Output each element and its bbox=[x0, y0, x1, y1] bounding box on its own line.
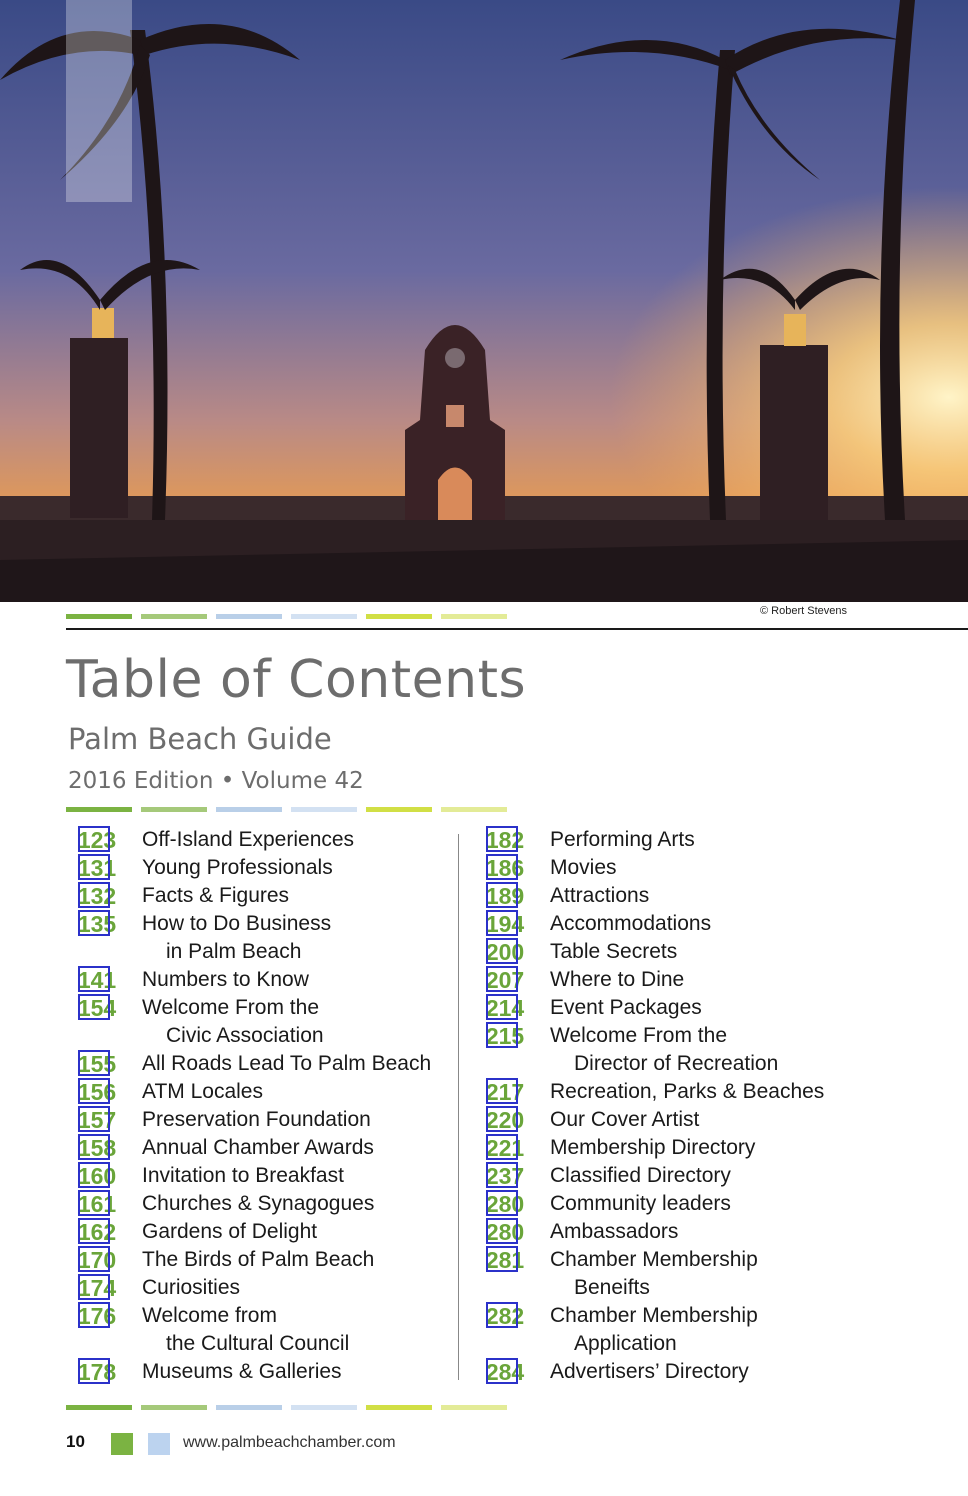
stripe-segment bbox=[366, 614, 432, 619]
stripe-segment bbox=[216, 807, 282, 812]
toc-entry-title: Advertisers’ Directory bbox=[550, 1360, 749, 1383]
highlight-box bbox=[78, 1190, 110, 1216]
toc-entry-title: Ambassadors bbox=[550, 1220, 679, 1243]
highlight-box bbox=[78, 994, 110, 1020]
toc-entry-title: Welcome From the bbox=[142, 996, 319, 1019]
toc-page-number: 284 bbox=[485, 1359, 525, 1385]
highlight-box bbox=[486, 1162, 518, 1188]
toc-page-number: 220 bbox=[485, 1107, 525, 1133]
toc-page-number: 161 bbox=[77, 1191, 117, 1217]
highlight-box bbox=[486, 1218, 518, 1244]
toc-page-number: 280 bbox=[485, 1219, 525, 1245]
highlight-box bbox=[78, 1078, 110, 1104]
toc-page-number: 281 bbox=[485, 1247, 525, 1273]
toc-entry-title: Welcome From the bbox=[550, 1024, 727, 1047]
toc-entry-title: Classified Directory bbox=[550, 1164, 731, 1187]
stripe-segment bbox=[66, 614, 132, 619]
highlight-box bbox=[486, 938, 518, 964]
toc-page-number: 141 bbox=[77, 967, 117, 993]
decorative-stripes-bottom bbox=[66, 1405, 507, 1410]
highlight-box bbox=[78, 1162, 110, 1188]
highlight-box bbox=[78, 1358, 110, 1384]
toc-entry-title: Event Packages bbox=[550, 996, 702, 1019]
page-number: 10 bbox=[66, 1432, 85, 1451]
toc-entry-title: Museums & Galleries bbox=[142, 1360, 342, 1383]
toc-page-number: 194 bbox=[485, 911, 525, 937]
toc-entry-title: Community leaders bbox=[550, 1192, 731, 1215]
toc-page-number: 214 bbox=[485, 995, 525, 1021]
photo-credit: © Robert Stevens bbox=[760, 605, 847, 617]
toc-page-number: 221 bbox=[485, 1135, 525, 1161]
highlight-box bbox=[486, 1302, 518, 1328]
toc-page-number: 131 bbox=[77, 855, 117, 881]
toc-page-number: 132 bbox=[77, 883, 117, 909]
green-square-icon bbox=[111, 1433, 133, 1455]
stripe-segment bbox=[216, 1405, 282, 1410]
toc-entry-title: Gardens of Delight bbox=[142, 1220, 318, 1243]
toc-page-number: 155 bbox=[77, 1051, 117, 1077]
toc-entry-title: Invitation to Breakfast bbox=[142, 1164, 344, 1187]
stripe-segment bbox=[291, 807, 357, 812]
highlight-box bbox=[486, 1106, 518, 1132]
toc-page-number: 182 bbox=[485, 827, 525, 853]
toc-page-number: 280 bbox=[485, 1191, 525, 1217]
toc-page-number: 176 bbox=[77, 1303, 117, 1329]
highlight-box bbox=[486, 994, 518, 1020]
toc-entry-title: Recreation, Parks & Beaches bbox=[550, 1080, 825, 1103]
stripe-segment bbox=[141, 614, 207, 619]
toc-entry-title: Where to Dine bbox=[550, 968, 685, 991]
stripe-segment bbox=[291, 1405, 357, 1410]
highlight-box bbox=[78, 966, 110, 992]
highlight-box bbox=[78, 1274, 110, 1300]
highlight-box bbox=[486, 882, 518, 908]
toc-page-number: 237 bbox=[485, 1163, 525, 1189]
sunset-clock-tower-illustration bbox=[0, 0, 968, 602]
highlight-box bbox=[486, 854, 518, 880]
highlight-box bbox=[486, 1078, 518, 1104]
highlight-box bbox=[78, 1134, 110, 1160]
decorative-stripes-middle bbox=[66, 807, 507, 812]
toc-entry-title: Director of Recreation bbox=[574, 1052, 779, 1075]
toc-page-number: 170 bbox=[77, 1247, 117, 1273]
toc-entry-title: the Cultural Council bbox=[166, 1332, 350, 1355]
highlight-box bbox=[78, 1302, 110, 1328]
toc-entry-title: Young Professionals bbox=[142, 856, 333, 879]
blue-square-icon bbox=[148, 1433, 170, 1455]
toc-page-number: 186 bbox=[485, 855, 525, 881]
toc-entry-title: Application bbox=[574, 1332, 677, 1355]
toc-entry-title: in Palm Beach bbox=[166, 940, 302, 963]
toc-entry-title: All Roads Lead To Palm Beach bbox=[142, 1052, 432, 1075]
highlight-box bbox=[78, 910, 110, 936]
toc-page-number: 158 bbox=[77, 1135, 117, 1161]
toc-page-number: 178 bbox=[77, 1359, 117, 1385]
toc-entry-title: Churches & Synagogues bbox=[142, 1192, 375, 1215]
toc-entry-title: Off-Island Experiences bbox=[142, 828, 355, 851]
toc-page-number: 215 bbox=[485, 1023, 525, 1049]
toc-entry-title: Curiosities bbox=[142, 1276, 241, 1299]
toc-page-number: 157 bbox=[77, 1107, 117, 1133]
highlight-box bbox=[78, 826, 110, 852]
stripe-segment bbox=[366, 807, 432, 812]
toc-page-number: 207 bbox=[485, 967, 525, 993]
highlight-box bbox=[78, 1218, 110, 1244]
stripe-segment bbox=[66, 1405, 132, 1410]
toc-entry-title: Our Cover Artist bbox=[550, 1108, 700, 1131]
toc-page-number: 282 bbox=[485, 1303, 525, 1329]
toc-entry-title: The Birds of Palm Beach bbox=[142, 1248, 375, 1271]
stripe-segment bbox=[141, 1405, 207, 1410]
highlight-box bbox=[486, 966, 518, 992]
highlight-box bbox=[78, 1106, 110, 1132]
toc-entry-title: Beneifts bbox=[574, 1276, 650, 1299]
stripe-segment bbox=[141, 807, 207, 812]
stripe-segment bbox=[291, 614, 357, 619]
stripe-segment bbox=[216, 614, 282, 619]
toc-page-number: 162 bbox=[77, 1219, 117, 1245]
toc-entry-title: Preservation Foundation bbox=[142, 1108, 371, 1131]
stripe-segment bbox=[366, 1405, 432, 1410]
stripe-segment bbox=[66, 807, 132, 812]
toc-entry-title: Attractions bbox=[550, 884, 650, 907]
toc-page-number: 154 bbox=[77, 995, 117, 1021]
highlight-box bbox=[78, 854, 110, 880]
toc-page-number: 174 bbox=[77, 1275, 117, 1301]
highlight-box bbox=[486, 826, 518, 852]
divider-line bbox=[66, 628, 968, 630]
page-subtitle: Palm Beach Guide bbox=[68, 722, 332, 756]
toc-page-number: 217 bbox=[485, 1079, 525, 1105]
toc-page-number: 135 bbox=[77, 911, 117, 937]
highlight-box bbox=[486, 1134, 518, 1160]
stripe-segment bbox=[441, 807, 507, 812]
toc-entry-title: Accommodations bbox=[550, 912, 712, 935]
footer-url-link[interactable]: www.palmbeachchamber.com bbox=[183, 1434, 396, 1451]
highlight-box bbox=[486, 1190, 518, 1216]
toc-entry-title: Chamber Membership bbox=[550, 1304, 758, 1327]
decorative-stripes-top bbox=[66, 614, 507, 619]
toc-entry-title: ATM Locales bbox=[142, 1080, 263, 1103]
hero-photo bbox=[0, 0, 968, 602]
highlight-box bbox=[78, 882, 110, 908]
toc-page-number: 123 bbox=[77, 827, 117, 853]
toc-entry-title: Movies bbox=[550, 856, 617, 879]
stripe-segment bbox=[441, 614, 507, 619]
highlight-box bbox=[78, 1246, 110, 1272]
page-title: Table of Contents bbox=[66, 650, 527, 710]
edition-label: 2016 Edition • Volume 42 bbox=[68, 768, 364, 794]
toc-entry-title: Table Secrets bbox=[550, 940, 678, 963]
toc-entry-title: Chamber Membership bbox=[550, 1248, 758, 1271]
highlight-box bbox=[486, 1022, 518, 1048]
toc-page-number: 200 bbox=[485, 939, 525, 965]
toc-page-number: 156 bbox=[77, 1079, 117, 1105]
highlight-box bbox=[486, 1246, 518, 1272]
column-divider bbox=[458, 834, 459, 1380]
toc-entry-title: How to Do Business bbox=[142, 912, 332, 935]
highlight-box bbox=[486, 910, 518, 936]
toc-page-number: 160 bbox=[77, 1163, 117, 1189]
toc-entry-title: Membership Directory bbox=[550, 1136, 756, 1159]
toc-entry-title: Annual Chamber Awards bbox=[142, 1136, 374, 1159]
highlight-box bbox=[486, 1358, 518, 1384]
toc-entry-title: Numbers to Know bbox=[142, 968, 309, 991]
toc-entry-title: Facts & Figures bbox=[142, 884, 290, 907]
toc-entry-title: Welcome from bbox=[142, 1304, 277, 1327]
stripe-segment bbox=[441, 1405, 507, 1410]
toc-entry-title: Performing Arts bbox=[550, 828, 695, 851]
toc-entry-title: Civic Association bbox=[166, 1024, 324, 1047]
highlight-box bbox=[78, 1050, 110, 1076]
toc-page-number: 189 bbox=[485, 883, 525, 909]
